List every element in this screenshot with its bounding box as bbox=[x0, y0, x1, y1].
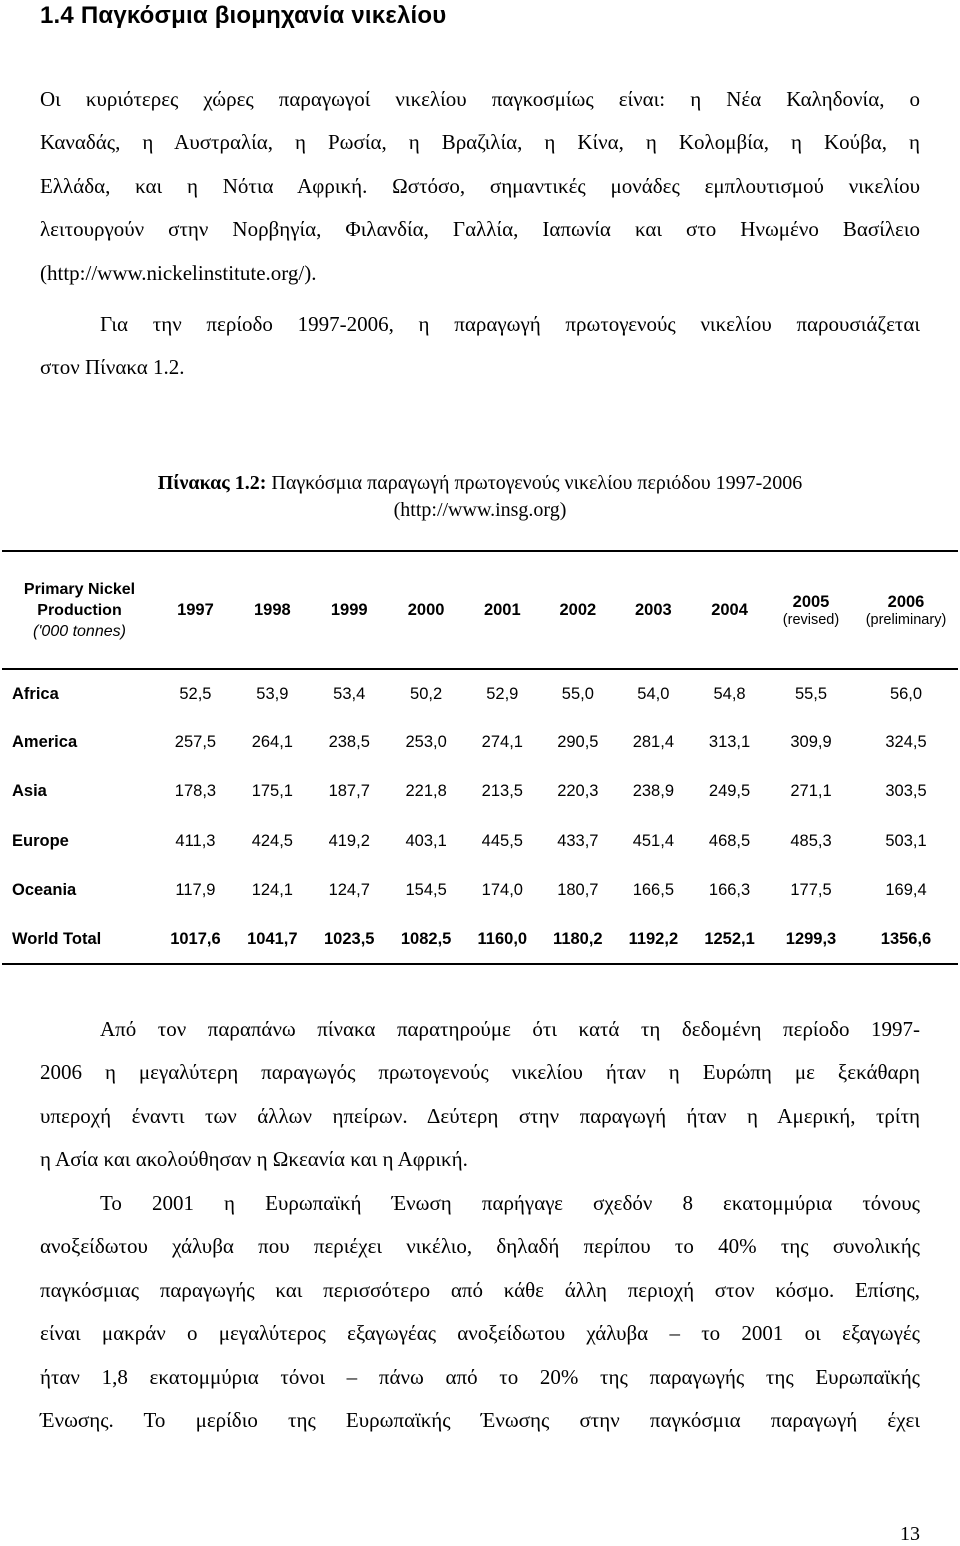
year-label: 2003 bbox=[634, 600, 672, 619]
value-cell: 221,8 bbox=[405, 782, 447, 801]
value-cell: 485,3 bbox=[790, 831, 832, 850]
value-cell: 1252,1 bbox=[691, 915, 768, 964]
year-header bbox=[465, 551, 541, 669]
value-cell: 187,7 bbox=[328, 782, 370, 801]
value-cell: 124,7 bbox=[328, 880, 370, 899]
table-row bbox=[2, 866, 958, 915]
text-line: Ελλάδα, και η Νότια Αφρική. Ωστόσο, σημαντικές μονάδες εμπλουτισμού νικελίου bbox=[40, 173, 920, 198]
analysis-paragraph bbox=[40, 1008, 920, 1182]
caption-text: Παγκόσμια παραγωγή πρωτογενούς νικελίου περιόδου 1997-2006 bbox=[266, 472, 803, 494]
year-label: 1999 bbox=[330, 600, 368, 619]
value-cell: 503,1 bbox=[885, 831, 927, 850]
value-cell: 1041,7 bbox=[234, 915, 311, 964]
year-header bbox=[234, 551, 311, 669]
value-cell: 403,1 bbox=[405, 831, 447, 850]
year-note: (revised) bbox=[782, 611, 840, 628]
row-header-unit: ('000 tonnes) bbox=[33, 622, 126, 640]
value-cell: 213,5 bbox=[481, 782, 523, 801]
value-cell: 175,1 bbox=[251, 782, 293, 801]
year-label: 1998 bbox=[253, 600, 291, 619]
year-label: 2000 bbox=[407, 600, 445, 619]
text-line: Ένωσης. Το μερίδιο της Ευρωπαϊκής Ένωσης στην παγκόσμια παραγωγή έχει bbox=[40, 1408, 920, 1433]
value-cell: 253,0 bbox=[405, 733, 447, 752]
value-cell: 1192,2 bbox=[616, 915, 692, 964]
value-cell: 271,1 bbox=[790, 782, 832, 801]
value-cell: 411,3 bbox=[175, 831, 216, 850]
year-label: 2004 bbox=[711, 600, 748, 619]
table-reference-paragraph bbox=[40, 303, 920, 390]
text-line: ήταν 1,8 εκατομμύρια τόνοι – πάνω από το 20% της παραγωγής της Ευρωπαϊκής bbox=[40, 1364, 920, 1389]
value-cell: 264,1 bbox=[251, 733, 293, 752]
value-cell: 1023,5 bbox=[311, 915, 388, 964]
text-line: Οι κυριότερες χώρες παραγωγοί νικελίου παγκοσμίως είναι: η Νέα Καληδονία, ο bbox=[40, 87, 920, 111]
total-row bbox=[2, 915, 958, 964]
value-cell: 238,9 bbox=[632, 782, 674, 801]
value-cell: 166,5 bbox=[632, 880, 674, 899]
region-cell: Oceania bbox=[12, 880, 77, 899]
value-cell: 424,5 bbox=[251, 831, 293, 850]
year-label: 2005 bbox=[792, 592, 830, 611]
text-line: λειτουργούν στην Νορβηγία, Φιλανδία, Γαλλία, Ιαπωνία και στο Ηνωμένο Βασίλειο bbox=[40, 217, 920, 242]
value-cell: 52,9 bbox=[486, 684, 519, 703]
caption-source: (http://www.insg.org) bbox=[393, 499, 567, 521]
row-header-line1: Primary Nickel bbox=[23, 580, 136, 598]
text-line: Το 2001 η Ευρωπαϊκή Ένωση παρήγαγε σχεδόν 8 εκατομμύρια τόνους bbox=[100, 1191, 920, 1215]
region-cell: America bbox=[12, 733, 78, 752]
table-row bbox=[2, 817, 958, 866]
value-cell: 180,7 bbox=[557, 880, 599, 899]
value-cell: 1160,0 bbox=[465, 915, 541, 964]
text-line: υπεροχή έναντι των άλλων ηπείρων. Δεύτερη στην παραγωγή ήταν η Αμερική, τρίτη bbox=[40, 1103, 920, 1128]
value-cell: 309,9 bbox=[790, 733, 832, 752]
value-cell: 55,5 bbox=[794, 684, 828, 703]
value-cell: 1082,5 bbox=[388, 915, 465, 964]
value-cell: 468,5 bbox=[708, 831, 751, 850]
text-line: η Ασία και ακολούθησαν η Ωκεανία και η Αφρική. bbox=[40, 1147, 468, 1172]
year-label: 2001 bbox=[483, 600, 521, 619]
text-line: Από τον παραπάνω πίνακα παρατηρούμε ότι κατά τη δεδομένη περίοδο 1997- bbox=[100, 1017, 920, 1041]
value-cell: 53,4 bbox=[333, 684, 366, 703]
value-cell: 274,1 bbox=[481, 733, 523, 752]
value-cell: 1299,3 bbox=[768, 915, 854, 964]
table-header-row bbox=[2, 551, 958, 669]
caption-number: Πίνακας 1.2: bbox=[157, 472, 267, 494]
value-cell: 56,0 bbox=[889, 684, 923, 703]
value-cell: 55,0 bbox=[561, 684, 594, 703]
year-note: (preliminary) bbox=[865, 611, 947, 628]
region-cell: World Total bbox=[2, 915, 157, 964]
text-line: Για την περίοδο 1997-2006, η παραγωγή πρωτογενούς νικελίου παρουσιάζεται bbox=[100, 312, 920, 336]
row-header-line2: Production bbox=[37, 601, 122, 619]
value-cell: 433,7 bbox=[557, 831, 599, 850]
table-row bbox=[2, 767, 958, 816]
value-cell: 451,4 bbox=[632, 831, 674, 850]
value-cell: 117,9 bbox=[175, 880, 216, 899]
value-cell: 52,5 bbox=[179, 684, 212, 703]
year-header bbox=[854, 551, 958, 669]
row-header-cell bbox=[2, 551, 157, 669]
text-line: στον Πίνακα 1.2. bbox=[40, 355, 185, 380]
year-label: 2002 bbox=[559, 600, 597, 619]
table-row bbox=[2, 718, 958, 767]
value-cell: 124,1 bbox=[251, 880, 293, 899]
value-cell: 249,5 bbox=[708, 782, 751, 801]
value-cell: 257,5 bbox=[174, 733, 217, 752]
value-cell: 54,0 bbox=[637, 684, 670, 703]
page-number: 13 bbox=[900, 1523, 920, 1545]
value-cell: 53,9 bbox=[256, 684, 289, 703]
table-row bbox=[2, 669, 958, 718]
text-line: παγκόσμιας παραγωγής και περισσότερο από κάθε άλλη περιοχή στον κόσμο. Επίσης, bbox=[40, 1277, 920, 1302]
value-cell: 238,5 bbox=[328, 733, 370, 752]
value-cell: 154,5 bbox=[405, 880, 447, 899]
eu-paragraph bbox=[40, 1182, 920, 1442]
value-cell: 50,2 bbox=[410, 684, 443, 703]
region-cell: Africa bbox=[12, 684, 59, 703]
value-cell: 445,5 bbox=[481, 831, 523, 850]
year-header bbox=[616, 551, 692, 669]
value-cell: 303,5 bbox=[885, 782, 927, 801]
value-cell: 313,1 bbox=[708, 733, 751, 752]
text-line: ανοξείδωτου χάλυβα που περιέχει νικέλιο, δηλαδή περίπου το 40% της συνολικής bbox=[40, 1234, 920, 1259]
year-header bbox=[768, 551, 854, 669]
text-line: είναι μακράν ο μεγαλύτερος εξαγωγέας ανοξείδωτου χάλυβα – το 2001 οι εξαγωγές bbox=[40, 1321, 920, 1346]
value-cell: 419,2 bbox=[328, 831, 370, 850]
value-cell: 177,5 bbox=[790, 880, 832, 899]
value-cell: 324,5 bbox=[885, 733, 927, 752]
text-line: Καναδάς, η Αυστραλία, η Ρωσία, η Βραζιλία, η Κίνα, η Κολομβία, η Κούβα, η bbox=[40, 130, 920, 155]
value-cell: 174,0 bbox=[481, 880, 523, 899]
value-cell: 1356,6 bbox=[854, 915, 958, 964]
region-cell: Asia bbox=[12, 782, 47, 801]
text-line: (http://www.nickelinstitute.org/). bbox=[40, 260, 317, 285]
year-header bbox=[691, 551, 768, 669]
section-heading: 1.4 Παγκόσμια βιομηχανία νικελίου bbox=[40, 2, 447, 29]
year-header bbox=[388, 551, 465, 669]
value-cell: 1017,6 bbox=[157, 915, 234, 964]
intro-paragraph bbox=[40, 78, 920, 295]
value-cell: 1180,2 bbox=[540, 915, 616, 964]
value-cell: 54,8 bbox=[713, 684, 746, 703]
value-cell: 166,3 bbox=[708, 880, 751, 899]
year-header bbox=[540, 551, 616, 669]
year-header bbox=[311, 551, 388, 669]
text-line: 2006 η μεγαλύτερη παραγωγός πρωτογενούς νικελίου ήταν η Ευρώπη με ξεκάθαρη bbox=[40, 1060, 920, 1085]
table-caption bbox=[0, 470, 960, 524]
year-label: 2006 bbox=[887, 592, 925, 611]
value-cell: 281,4 bbox=[632, 733, 674, 752]
nickel-production-table bbox=[2, 550, 958, 965]
year-label: 1997 bbox=[177, 600, 214, 619]
value-cell: 220,3 bbox=[557, 782, 599, 801]
year-header bbox=[157, 551, 234, 669]
value-cell: 290,5 bbox=[557, 733, 599, 752]
value-cell: 178,3 bbox=[174, 782, 217, 801]
value-cell: 169,4 bbox=[885, 880, 927, 899]
region-cell: Europe bbox=[12, 831, 69, 850]
